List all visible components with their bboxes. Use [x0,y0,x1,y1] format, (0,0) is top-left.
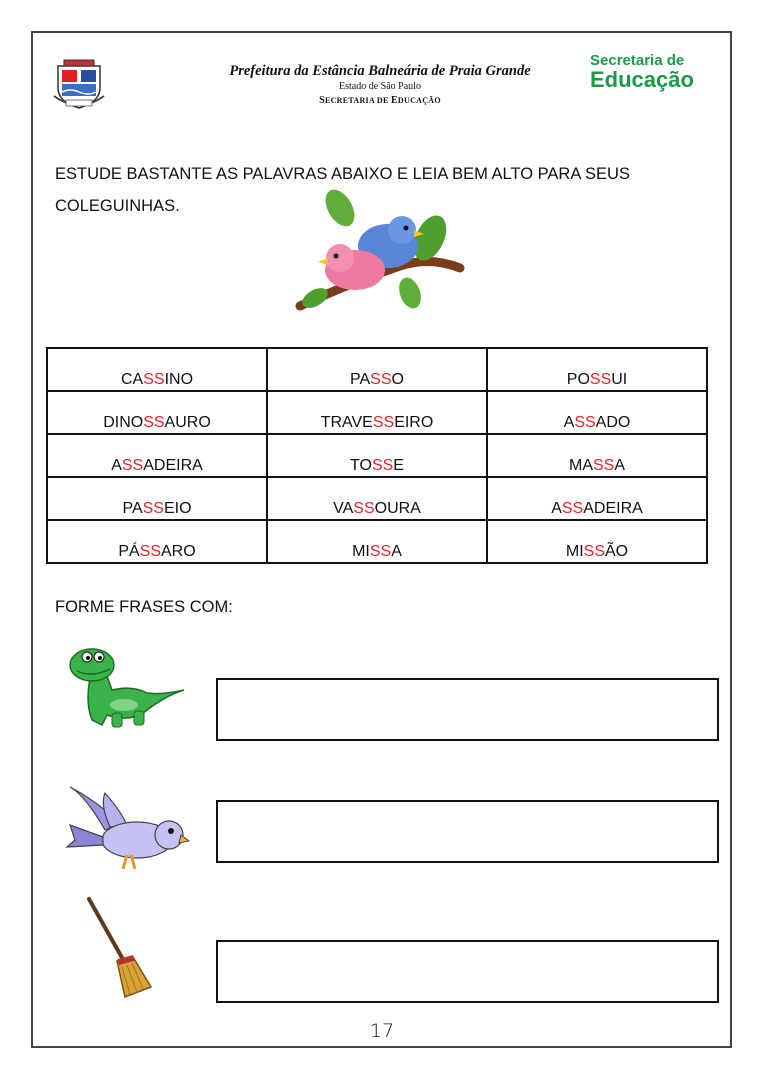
word-highlight-ss: SS [142,500,164,517]
table-row [47,434,707,477]
word-highlight-ss: SS [370,371,392,388]
word-suffix: AURO [164,414,211,431]
word-cell [47,520,267,563]
word-cell [267,477,487,520]
word-suffix: EIO [163,500,192,517]
estado-subtitle: Estado de São Paulo [339,81,421,92]
word-prefix: PA [350,371,371,388]
word-cell [267,434,487,477]
logo-line-1: Secretaria de [590,52,685,69]
word-cell [47,434,267,477]
city-crest-icon [50,58,108,110]
word-highlight-ss: SS [143,371,165,388]
word-highlight-ss: SS [583,543,605,560]
word-highlight-ss: SS [143,414,165,431]
secretaria-title [200,95,560,106]
word-suffix: A [391,543,402,560]
word-suffix: ADO [595,414,631,431]
word-highlight-ss: SS [372,414,395,431]
secretaria-letter-e: E [390,95,398,106]
word-suffix: ÃO [605,543,629,560]
word-prefix: A [551,500,562,517]
word-highlight-ss: SS [369,543,392,560]
word-highlight-ss: SS [561,500,584,517]
broom-icon [85,895,155,1000]
dinosaur-icon [62,645,187,735]
word-cell [487,520,707,563]
word-cell [47,348,267,391]
word-prefix: CA [120,371,144,388]
word-cell [47,391,267,434]
word-suffix: O [391,371,404,388]
table-row [47,477,707,520]
word-prefix: MA [568,457,593,474]
word-suffix: ARO [161,543,196,560]
words-table [46,347,708,564]
forme-frases-label: FORME FRASES COM: [55,598,233,616]
word-suffix: ADEIRA [143,457,203,474]
word-prefix: DINO [103,414,144,431]
word-cell [487,391,707,434]
word-highlight-ss: SS [121,457,144,474]
word-suffix: EIRO [394,414,434,431]
birds-on-branch-icon [290,188,465,323]
word-prefix: TRAVE [320,414,373,431]
answer-box-3[interactable] [216,940,719,1003]
word-suffix: OURA [374,500,421,517]
table-row [47,391,707,434]
word-prefix: PÁ [118,543,140,560]
word-cell [487,434,707,477]
document-header [200,63,560,106]
word-prefix: MI [352,543,370,560]
word-cell [47,477,267,520]
word-highlight-ss: SS [371,457,394,474]
word-suffix: ADEIRA [583,500,643,517]
word-prefix: TO [350,457,372,474]
instruction-text: ESTUDE BASTANTE AS PALAVRAS ABAIXO E LEIA BEM ALTO PARA SEUS COLEGUINHAS. [55,165,630,215]
secretaria-logo [590,53,694,91]
secretaria-letter-s: S [319,95,325,106]
word-highlight-ss: SS [353,500,375,517]
word-cell [267,348,487,391]
word-suffix: E [393,457,404,474]
word-highlight-ss: SS [589,371,612,388]
secretaria-text-1: ECRETARIA DE [324,96,391,105]
word-prefix: A [563,414,575,431]
word-prefix: MI [565,543,584,560]
word-cell [487,348,707,391]
word-suffix: UI [611,371,628,388]
bird-icon [65,785,190,880]
word-cell [487,477,707,520]
answer-box-2[interactable] [216,800,719,863]
table-row [47,520,707,563]
word-suffix: A [614,457,625,474]
table-row [47,348,707,391]
word-highlight-ss: SS [592,457,615,474]
page-number: 17 [369,1020,395,1042]
answer-box-1[interactable] [216,678,719,741]
word-prefix: PO [566,371,590,388]
prefeitura-title: Prefeitura da Estância Balneária de Praia Grande [229,63,531,79]
word-highlight-ss: SS [139,543,161,560]
word-prefix: VA [333,500,354,517]
word-cell [267,391,487,434]
logo-line-2: Educação [590,67,694,92]
secretaria-text-2: DUCAÇÃO [397,96,441,105]
word-prefix: A [111,457,122,474]
word-cell [267,520,487,563]
word-highlight-ss: SS [574,414,596,431]
word-suffix: INO [164,371,194,388]
word-prefix: PA [122,500,143,517]
